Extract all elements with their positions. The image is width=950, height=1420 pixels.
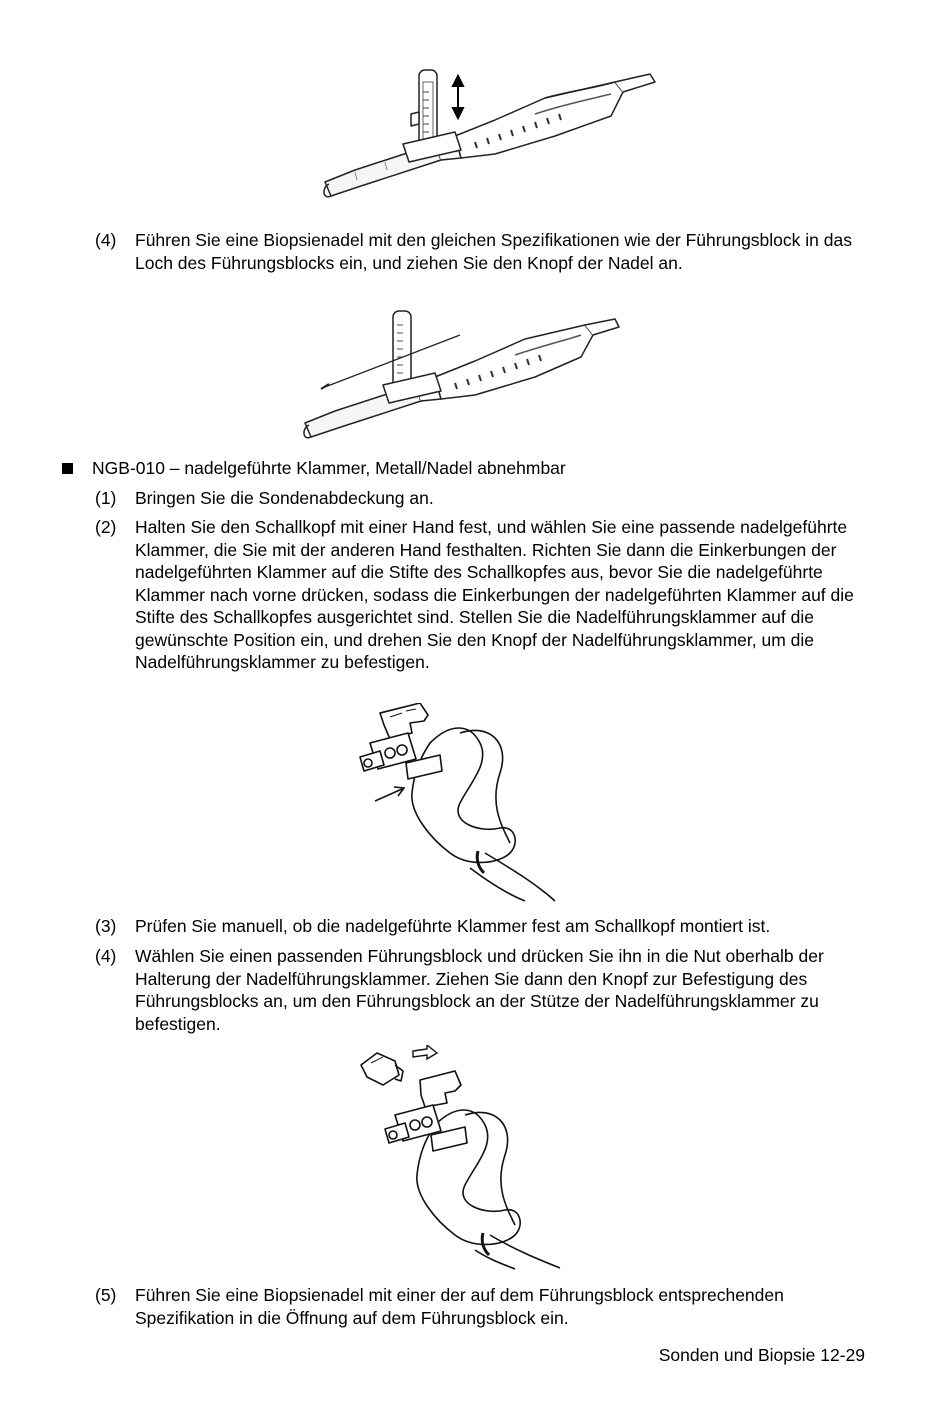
step-text: Wählen Sie einen passenden Führungsblock und drücken Sie ihn in die Nut oberhalb der Halterung der Nadelführungsklammer. Ziehen Sie dann den Knopf zur Befestigung des Führungsblocks an, um den Führungsblock an der Stütze der Nadelführungsklammer zu befestigen. [135, 946, 824, 1034]
page-footer: Sonden und Biopsie 12-29 [658, 1345, 865, 1365]
bullet-heading: NGB-010 – nadelgeführte Klammer, Metall/Nadel abnehmbar [92, 458, 566, 478]
figure-guide-block-attach [355, 1045, 565, 1270]
step-number: (3) [95, 916, 117, 936]
figure-clamp-on-probe [350, 703, 565, 903]
step-number: (4) [95, 946, 117, 966]
figure-probe-needle-inserted [295, 305, 625, 450]
step-number: (5) [95, 1285, 117, 1305]
step-text: Prüfen Sie manuell, ob die nadelgeführte Klammer fest am Schallkopf montiert ist. [135, 916, 771, 936]
step-number: (4) [95, 230, 117, 250]
step-text: Halten Sie den Schallkopf mit einer Hand fest, und wählen Sie eine passende nadelgeführte Klammer, die Sie mit der anderen Hand festhalten. Richten Sie dann die Einkerbungen der nadelgeführten Klammer auf die Stifte des Schallkopfes aus, bevor Sie die nadelgeführte Klammer nach vorne drücken, sodass die Einkerbungen der nadelgeführten Klammer auf die Stifte des Schallkopfes ausgerichtet sind. Stellen Sie die Nadelführungsklammer auf die gewünschte Position ein, und drehen Sie den Knopf der Nadelführungsklammer, um die Nadelführungsklammer zu befestigen. [135, 517, 854, 672]
step-text: Führen Sie eine Biopsienadel mit einer der auf dem Führungsblock entsprechenden Spezifikation in die Öffnung auf dem Führungsblock ein. [135, 1285, 784, 1328]
figure-probe-bracket-adjust [315, 62, 660, 207]
bullet-square-icon [62, 463, 73, 474]
step-text: Bringen Sie die Sondenabdeckung an. [135, 488, 434, 508]
step-number: (2) [95, 517, 117, 537]
step-text: Führen Sie eine Biopsienadel mit den gleichen Spezifikationen wie der Führungsblock in das Loch des Führungsblocks ein, und ziehen Sie den Knopf der Nadel an. [135, 230, 852, 273]
step-number: (1) [95, 488, 117, 508]
